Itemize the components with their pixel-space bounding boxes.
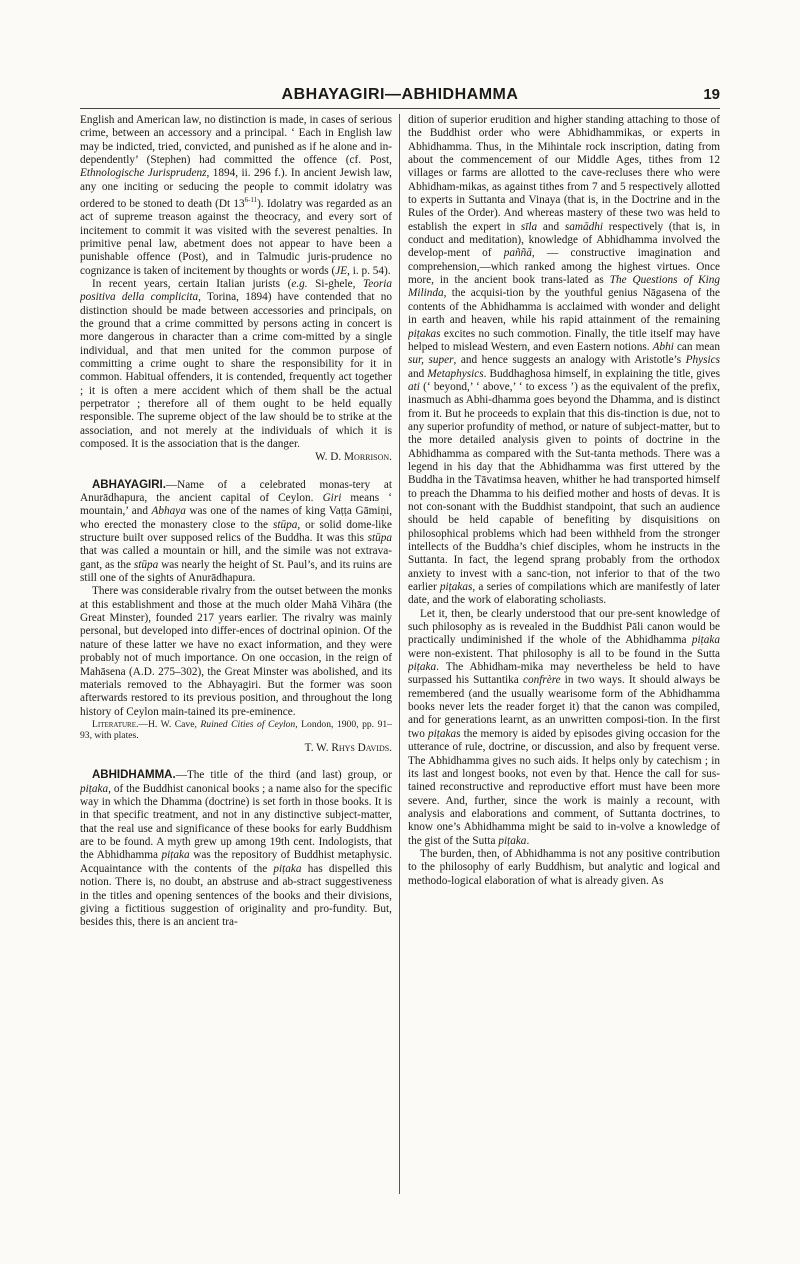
paragraph: In recent years, certain Italian jurists (e.g. Si-ghele, Teoria positiva della complicita, Torina, 1894) have contended that no distinction should be made between accessories and principals, on the ground that a crime committed by persons acting in concert is more dangerous in character than a crime com-mitted by a single individual, and that men united for the common purpose of committing a crime ought to share the responsibility for it in common. Habitual offenders, it is contended, frequently act together ; it is often a mere accident which of them shall be the actual perpetrator ; therefore all of them ought to be held equally responsible. The supreme object of the law should be to strike at the association, and not merely at the individuals of which it is composed. It is the association that is the danger. [80,277,392,450]
column-divider [399,114,400,1194]
author-signature: W. D. Morrison. [315,451,392,464]
paragraph: English and American law, no distinction is made, in cases of serious crime, between an accessory and a principal. ‘ Each in English law may be indicted, tried, convicted, and punished as if he alone and in-dependently’ (Stephen) had committed the offence (cf. Post, Ethnologische Jurisprudenz, 1894, ii. 296 f.). In ancient Jewish law, any one inciting or seducing the people to commit idolatry was ordered to be stoned to death (Dt 13$^{6-11}$). Idolatry was regarded as an act of supreme treason against the theocracy, and every sort of incitement to commit it was visited with the severest penalties. In primitive penal law, abetment does not appear to have been a punishable offence (Post), and in Talmudic juris-prudence no cognizance is taken of incitement by thoughts or words (JE, i. p. 54). [80,114,392,277]
running-head [80,80,720,109]
paragraph: dition of superior erudition and higher standing attaching to those of the Buddhist order who were Abhidhammikas, or experts in Abhidhamma. Thus, in the Mihintale rock inscription, dating from about the commencement of our Middle Ages, tithes from 12 villages or farms are allotted to the cave-recluses there who were Abhidham-mikas, as against tithes from 7 and 5 respectively allotted to experts in Suttanta and Vinaya (that is, in the Doctrine and in the Rules of the Order). And whereas mastery of these two was held to establish the expert in sīla and samādhi respectively (that is, in conduct and meditation), knowledge of Abhidhamma involved the develop-ment of paññā, — constructive imagination and comprehension,—which ranked among the highest virtues. Once more, in the ancient book trans-lated as The Questions of King Milinda, the acquisi-tion by the youthful genius Nāgasena of the contents of the Abhidhamma is acclaimed with wonder and delight in earth and heaven, while his rapid attainment of the remaining piṭakas excites no such commotion. Finally, the title itself may have helped to mislead Western, and even Eastern notions. Abhi can mean sur, super, and hence suggests an analogy with Aristotle’s Physics and Metaphysics. Buddhaghosa himself, in explaining the title, gives ati (‘ beyond,’ ‘ above,’ ‘ to excess ’) as the equivalent of the prefix, inasmuch as Abhi-dhamma goes beyond the Dhamma, and is distinct from it. But he proceeds to explain that this dis-tinction is due, not to any superior profundity of method, or nature of subject-matter, but to the more detailed analysis given to points of doctrine in the Abhidhamma as compared with the Sut-tanta methods. There was a legend in his day that the Abhidhamma was first uttered by the Buddha in the Tāvatimsa heaven, whither he had transported himself to preach the Dhamma to his deified mother and hosts of devas. It is not con-sonant with the Buddhist standpoint, that such an audience should be held capable of benefiting by disquisitions on philosophical problems which had been withheld from the stronger intellects of the Buddha’s chief disciples, whom he instructs in the Suttanta. In fact, the legend sprang probably from the orthodox anxiety to invest with a sanc-tion, not inferior to that of the two earlier piṭakas, a series of compilations which are manifestly of later date, and the work of elaborating scholiasts. [408,114,720,607]
paragraph: The burden, then, of Abhidhamma is not any positive contribution to the philosophy of early Buddhism, but analytic and logical and methodo-logical elaboration of what is already given. As [408,847,720,887]
paragraph: Let it, then, be clearly understood that our pre-sent knowledge of such philosophy as is revealed in the Buddhist Pāli canon would be practically undiminished if the whole of the Abhidhamma piṭaka were non-existent. That philosophy is all to be found in the Sutta piṭaka. The Abhidham-mika may nevertheless be held to have surpassed his Suttantika confrère in two ways. It should always be remembered (and the usually wearisome form of the Abhidhamma books never lets the reader forget it) that the canon was compiled, and for generations learnt, as an unwritten composi-tion. In the first two piṭakas the memory is aided by episodes giving occasion for the utterance of rule, doctrine, or discussion, and also by frequent verse. The Abhidhamma gives no such aids. It helps only by catechism ; in its last and longest books, not even by that. Hence the call for sus-tained reconstructive and reproductive effort must have been more severe. And, further, since the work is mainly a recount, with analysis and elaborations and comment, of Suttanta doctrines, to know one’s Abhidhamma might be said to in-volve a knowledge of the gist of the Sutta piṭaka. [408,607,720,847]
page-number: 19 [703,86,720,103]
headword: ABHIDHAMMA. [92,769,176,782]
left-column [80,114,392,1194]
author-signature: T. W. Rhys Davids. [304,742,392,755]
right-column [408,114,720,1194]
article-abhidhamma: ABHIDHAMMA.—The title of the third (and last) group, or piṭaka, of the Buddhist canonical books ; a name also for the specific way in which the Dhamma (doctrine) is set forth in those books. It is in that specific treatment, and not in any distinctive subject-matter, that the real use and significance of these books for early Buddhism are to be found. A myth grew up among 19th cent. Indologists, that the Abhidhamma piṭaka was the repository of Buddhist metaphysic. Acquaintance with the contents of the piṭaka has dispelled this notion. There is, no doubt, an abstruse and ab-stract suggestiveness in the titles and opening sentences of the books and their divisions, giving a fictitious suggestion of originality and pro-fundity. But, besides this, there is an ancient tra- [80,769,392,929]
literature-note: Literature.—H. W. Cave, Ruined Cities of Ceylon, London, 1900, pp. 91–93, with plates. [80,718,392,742]
headword: ABHAYAGIRI. [92,478,166,491]
article-abhayagiri: ABHAYAGIRI.—Name of a celebrated monas-tery at Anurādhapura, the ancient capital of Ceylon. Giri means ‘ mountain,’ and Abhaya was one of the names of king Vaṭṭa Gāmiṇi, who erected the monastery close to the stūpa, or solid dome-like structure built over supposed relics of the Buddha. It was this stūpa that was called a mountain or hill, and the simile was not extrava-gant, as the stūpa was nearly the height of St. Paul’s, and its ruins are still one of the sights of Anurādhapura. [80,478,392,585]
paragraph: There was considerable rivalry from the outset between the monks at this establishment and those at the much older Mahā Vihāra (the Great Minster), founded 217 years earlier. The rivalry was mainly personal, but developed into differ-ences of doctrinal opinion. Of the nature of these latter we have no exact information, and they were probably not of much importance. On one occasion, in the reign of Mahāsena (A.D. 275–302), the Great Minster was abolished, and its materials removed to the Abhayagiri. But the former was soon afterwards restored to its previous position, and throughout the long history of Ceylon main-tained its pre-eminence. [80,585,392,718]
running-title: ABHAYAGIRI—ABHIDHAMMA [281,86,519,103]
